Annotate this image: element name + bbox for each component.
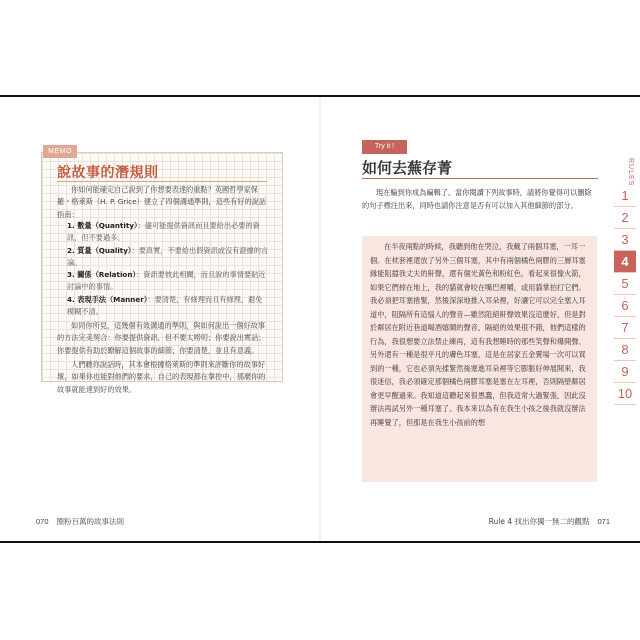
rules-nav-item-10[interactable]: 10 — [614, 383, 636, 405]
memo-tag: MEMO — [43, 145, 77, 158]
section-title: 如何去蕪存菁 — [362, 159, 453, 177]
maxim-item-quantity: 1. 數量（Quantity）：儘可能提供資訊而且要給出必要的資訊，但不要過多。 — [67, 221, 260, 243]
maxim-item-quality: 2. 質量（Quality）：要真實，不要給出假資訊或沒有證據的言論。 — [67, 245, 269, 267]
story-text: 在半夜兩點的時候，我聽到他在哭泣，我戴了兩個耳塞，一耳一個。在枕套裡還放了另外三個耳塞，其中有兩個橘色兩膠的三層耳塞緣能阻擋我丈夫的鼾聲，還有個光黃色和粉紅色，看起來很像火箭，如果它們掉在地上，我的貓就會咬在嘴巴裡嚼，或用貓掌拍打它們。我必須把耳塞捲緊，然後深深地推入耳朵裡，好讓它可以完全塞入耳道中，阻隔所有這惱人的聲音—雖然阻絕鼾聲效果沒這麼好，但是對於鄰居在附近巷道喝酒嬉鬧的聲音，隔絕的效果很不錯，他們這樣的行為，我很想要立法禁止練再，這有我想睡時的那些笑聲和爆開聲。另外還有一種是很平凡的膚色耳塞，這是在居家五金賣場一次可以買到的一種，它也必須先揉緊然後塞進耳朵裡等它膨脹好伸展開來，我很迷信，我必須確定那個橘色兩膠耳塞是塞在左耳裡，否則隔壁鄰居會更早醒過來。我知道這聽起來很愚蠢，但我這常大過緊張，因此沒辦法再試另外一種耳塞了。我本來以為有在我生小孩之後我就沒辦法再睡覺了，但那是在我生小孩前的想 — [370, 242, 586, 427]
rules-nav-item-1[interactable]: 1 — [614, 185, 636, 207]
rules-nav-item-7[interactable]: 7 — [614, 317, 636, 339]
book-gutter — [319, 97, 321, 541]
memo-title: 說故事的潛規則 — [57, 165, 159, 181]
book-title-footer: 圈粉百萬的故事法則 — [56, 517, 125, 526]
memo-paragraph-3: 人們聽你說話時，其本會根據格萊斯的準則來評斷你的故事好壞，如果你也能對他們的要求，自己的表現都在掌控中，那麼你的故事就能達到好的效果。 — [57, 360, 266, 394]
rules-nav-item-6[interactable]: 6 — [614, 295, 636, 317]
rules-nav-item-5[interactable]: 5 — [614, 273, 636, 295]
memo-paragraph-2: 如同你所見，這幾個有效溝通的準則，與如何說出一個好故事的方法完美契合：你要提供資訊，但不要太嘮叨；你要說出實話；你要提供有助於瞭解這個故事的細節；你要清楚，並且有意義。 — [57, 321, 266, 355]
maxims-list — [57, 220, 269, 318]
rules-nav — [614, 185, 636, 405]
exercise-intro: 現在輪到你成為編輯了。當你閱讀下列故事時，請將你覺得可以刪除的句子標注出來，同時也請你注意是否有可以加入其他細節的部分。 — [362, 188, 592, 210]
rules-nav-item-2[interactable]: 2 — [614, 207, 636, 229]
section-title-underline — [362, 178, 598, 179]
rules-nav-item-9[interactable]: 9 — [614, 361, 636, 383]
try-it-tag: Try it ! — [362, 140, 407, 154]
rules-nav-label: RULES — [627, 158, 634, 187]
memo-title-underline — [57, 181, 267, 182]
memo-intro: 你如何能確定自己說到了你想要表達的重點？英國哲學家保羅・格萊斯（H. P. Grice）建立了四個溝通準則，這些有好的說話指南： — [57, 185, 267, 219]
rules-nav-item-3[interactable]: 3 — [614, 229, 636, 251]
footer-right — [489, 516, 610, 527]
rules-nav-item-4[interactable]: 4 — [614, 251, 636, 273]
rules-nav-item-8[interactable]: 8 — [614, 339, 636, 361]
page-number-right: 071 — [597, 517, 610, 526]
page-number-left: 070 — [36, 517, 49, 526]
maxim-item-relation: 3. 關係（Relation）：資訊要彼此相關，而且說的事情要貼近討論中的事情。 — [67, 270, 266, 292]
chapter-title-footer: Rule 4 找出你獨一無二的觀點 — [488, 517, 590, 526]
page-bottom-edge — [0, 541, 640, 543]
footer-left — [36, 516, 124, 527]
maxim-item-manner: 4. 表現手法（Manner）：要清楚，有條理而且有條理，避免模糊不清。 — [67, 294, 263, 317]
